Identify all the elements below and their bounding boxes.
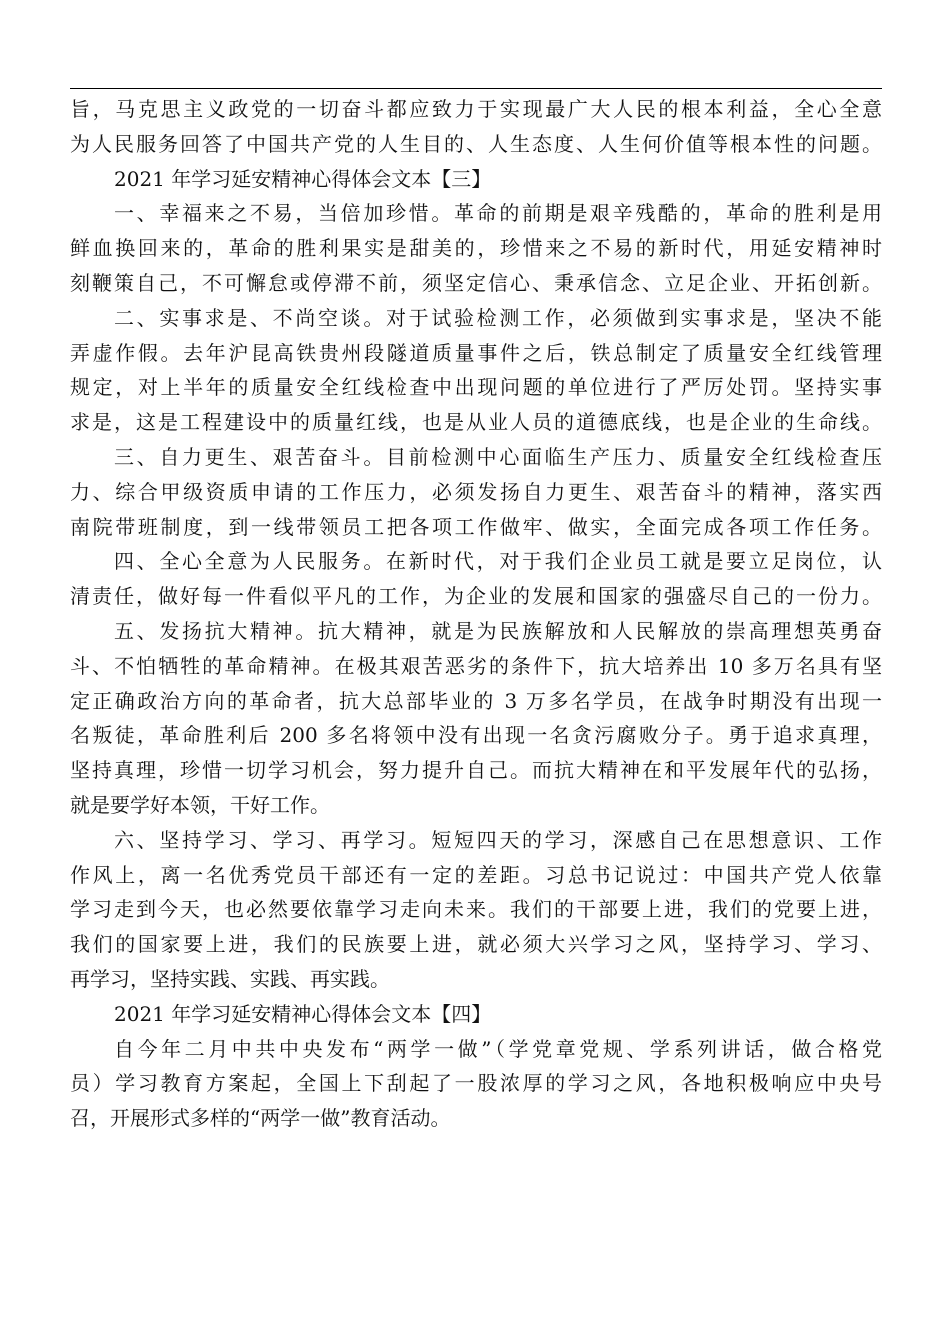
text-line: 召，开展形式多样的“两学一做”教育活动。 <box>70 1106 451 1131</box>
text-line: 清责任，做好每一件看似平凡的工作，为企业的发展和国家的强盛尽自己的一份力。 <box>70 584 882 609</box>
text-line: 南院带班制度，到一线带领员工把各项工作做牢、做实，全面完成各项工作任务。 <box>70 514 882 539</box>
text-line: 求是，这是工程建设中的质量红线，也是从业人员的道德底线，也是企业的生命线。 <box>70 410 882 435</box>
text-line: 定正确政治方向的革命者，抗大总部毕业的 3 万多名学员，在战争时期没有出现一 <box>70 688 882 713</box>
text-line: 再学习，坚持实践、实践、再实践。 <box>70 966 390 991</box>
text-line: 刻鞭策自己，不可懈怠或停滞不前，须坚定信心、秉承信念、立足企业、开拓创新。 <box>70 270 882 295</box>
text-line: 三、自力更生、艰苦奋斗。目前检测中心面临生产压力、质量安全红线检查压 <box>114 444 882 469</box>
document-body <box>70 92 882 1136</box>
text-line: 就是要学好本领，干好工作。 <box>70 792 330 817</box>
text-line: 鲜血换回来的，革命的胜利果实是甜美的，珍惜来之不易的新时代，用延安精神时 <box>70 236 882 261</box>
text-line: 斗、不怕牺牲的革命精神。在极其艰苦恶劣的条件下，抗大培养出 10 多万名具有坚 <box>70 653 882 678</box>
text-line: 名叛徒，革命胜利后 200 多名将领中没有出现一名贪污腐败分子。勇于追求真理， <box>70 723 882 748</box>
text-line: 作风上，离一名优秀党员干部还有一定的差距。习总书记说过：中国共产党人依靠 <box>70 862 882 887</box>
text-line: 员）学习教育方案起，全国上下刮起了一股浓厚的学习之风，各地积极响应中央号 <box>70 1071 882 1096</box>
text-line: 弄虚作假。去年沪昆高铁贵州段隧道质量事件之后，铁总制定了质量安全红线管理 <box>70 340 882 365</box>
header-rule <box>70 88 882 89</box>
text-line: 一、幸福来之不易，当倍加珍惜。革命的前期是艰辛残酷的，革命的胜利是用 <box>114 201 882 226</box>
text-line: 规定，对上半年的质量安全红线检查中出现问题的单位进行了严厉处罚。坚持实事 <box>70 375 882 400</box>
text-line: 坚持真理，珍惜一切学习机会，努力提升自己。而抗大精神在和平发展年代的弘扬， <box>70 758 882 783</box>
text-line: 二、实事求是、不尚空谈。对于试验检测工作，必须做到实事求是，坚决不能 <box>114 305 882 330</box>
text-line: 力、综合甲级资质申请的工作压力，必须发扬自力更生、艰苦奋斗的精神，落实西 <box>70 479 882 504</box>
text-line: 我们的国家要上进，我们的民族要上进，就必须大兴学习之风，坚持学习、学习、 <box>70 932 882 957</box>
text-line: 学习走到今天，也必然要依靠学习走向未来。我们的干部要上进，我们的党要上进， <box>70 897 882 922</box>
text-line: 旨，马克思主义政党的一切奋斗都应致力于实现最广大人民的根本利益，全心全意 <box>70 97 882 121</box>
text-line: 自今年二月中共中央发布“两学一做”（学党章党规、学系列讲话，做合格党 <box>114 1036 882 1061</box>
text-line: 为人民服务回答了中国共产党的人生目的、人生态度、人生何价值等根本性的问题。 <box>70 131 882 156</box>
text-line: 五、发扬抗大精神。抗大精神，就是为民族解放和人民解放的崇高理想英勇奋 <box>114 618 882 643</box>
text-line: 四、全心全意为人民服务。在新时代，对于我们企业员工就是要立足岗位，认 <box>114 549 882 574</box>
section-heading: 2021 年学习延安精神心得体会文本【四】 <box>114 1001 492 1026</box>
section-heading: 2021 年学习延安精神心得体会文本【三】 <box>114 166 492 191</box>
text-line: 六、坚持学习、学习、再学习。短短四天的学习，深感自己在思想意识、工作 <box>114 827 882 852</box>
